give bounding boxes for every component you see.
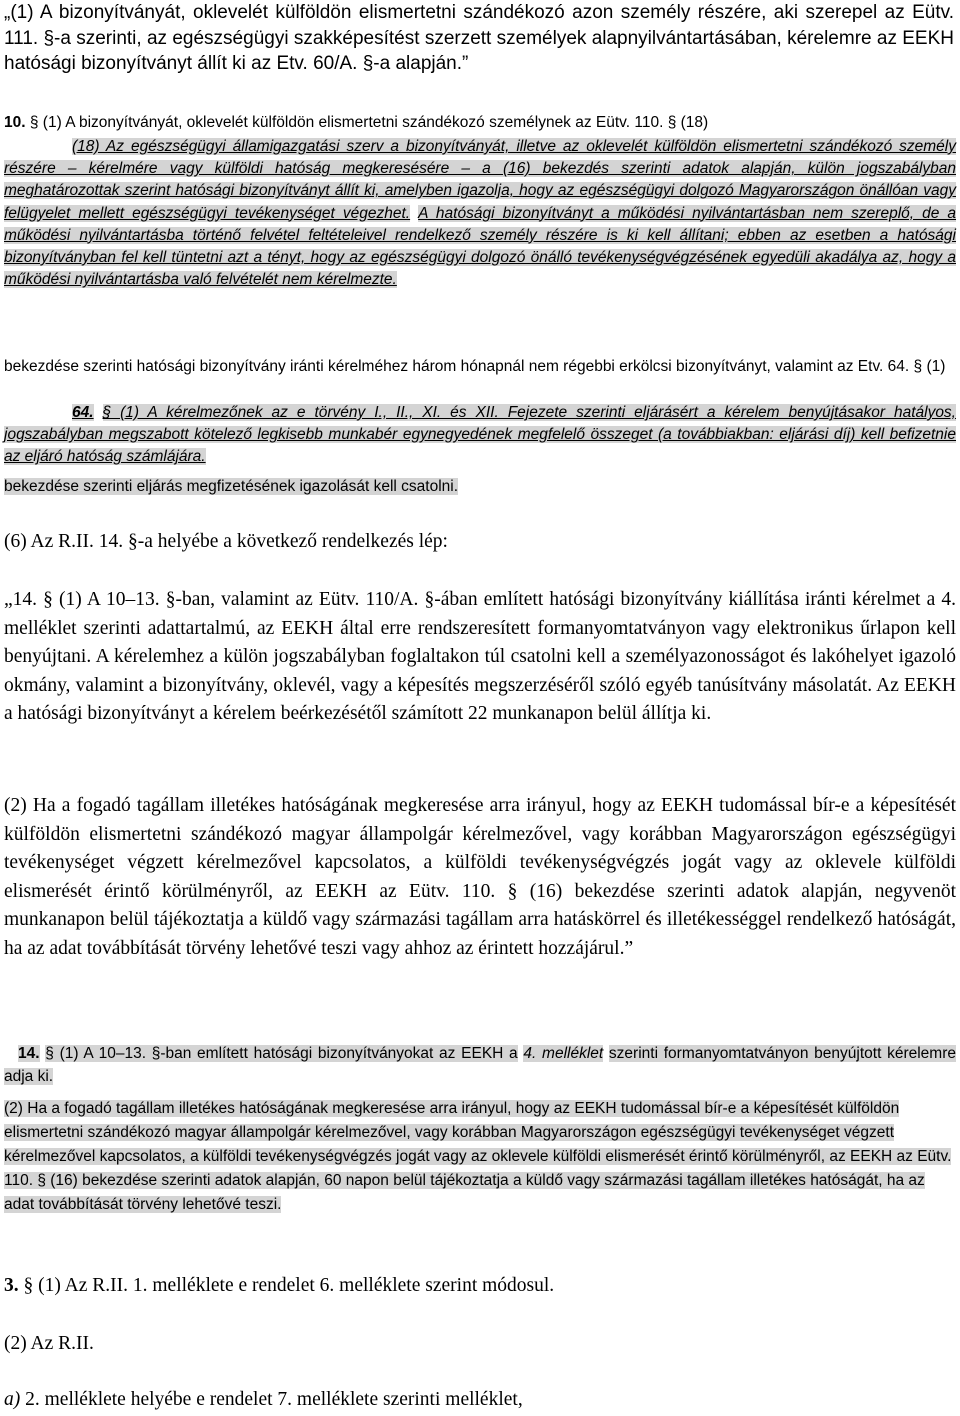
section-14-new-text: [4, 586, 956, 729]
section-10-quoted-body: [4, 136, 956, 291]
section-10-heading: [4, 112, 954, 134]
section-3-para-2: [4, 1331, 954, 1357]
section-3-text: § (1) Az R.II. 1. melléklete e rendelet 6. melléklete szerint módosul.: [23, 1275, 555, 1296]
paragraph-6: [4, 529, 954, 555]
section-14-new-para-1: „14. § (1) A 10–13. §-ban, valamint az Eütv. 110/A. §-ában említett hatósági bizonyítvány kiállítása iránti kérelmet a 4. melléklet szerinti adattartalmú, az EEKH által erre rendszeresített formanyomtatványon vagy elektronikus űrlapon kell benyújtani. A kérelemhez a külön jogszabályban foglaltakon túl csatolni kell a személyazonosságot és lakóhelyet igazoló okmány, valamint a bizonyítvány, oklevél, vagy a képesítés megszerzéséről szóló egyéb tanúsítvány másolatát. Az EEKH a hatósági bizonyítványt a kérelem beérkezésétől számított 22 munkanapon belül állítja ki.: [4, 589, 956, 725]
section-14-old-body-b: szerinti formanyomtatványon benyújtott kérelemre adja ki.: [4, 1045, 957, 1085]
section-10-heading-text: § (1) A bizonyítványát, oklevelét külföldön elismertetni szándékozó személynek az Eütv. 110. § (18): [29, 114, 709, 131]
bekezdes-2-text: bekezdése szerinti eljárás megfizetésének igazolását kell csatolni.: [4, 478, 459, 495]
section-14-old-annex-ref: 4. melléklet: [523, 1045, 604, 1062]
paragraph-6-text: (6) Az R.II. 14. §-a helyébe a következő rendelkezés lép:: [4, 531, 448, 552]
section-3: [4, 1273, 954, 1299]
section-14-new-para-2: (2) Ha a fogadó tagállam illetékes hatóságának megkeresése arra irányul, hogy az EEKH tudomással bír-e a képesítését külföldön elismertetni szándékozó magyar állampolgár kérelmezővel, vagy korábban Magyarországon egészségügyi tevékenységet végzett kérelmezővel kapcsolatos, a külföldi tevékenységvégzés jogát vagy az oklevele külföldi elismerését érintő körülményről, az EEKH az Eütv. 110. § (16) bekezdése szerinti adatok alapján, negyvenöt munkanapon belül tájékoztatja a küldő vagy származási tagállam arra hatáskörrel és illetékességgel rendelkező hatóságát, ha az adat továbbítását törvény lehetővé teszi vagy ahhoz az érintett hozzájárul.”: [4, 795, 956, 959]
point-a-label: a): [4, 1389, 21, 1410]
section-64-quoted: [4, 402, 956, 469]
point-a-text: 2. melléklete helyébe e rendelet 7. melléklete szerinti melléklet,: [25, 1389, 523, 1410]
bekezdes-1-text: bekezdése szerinti hatósági bizonyítvány iránti kérelméhez három hónapnál nem régebbi erkölcsi bizonyítványt, valamint az Etv. 64. § (1): [4, 358, 946, 375]
section-14-old-text-2: [4, 1097, 956, 1217]
section-14-old-text: [4, 1043, 956, 1088]
section-64-body: § (1) A kérelmezőnek az e törvény I., II., XI. és XII. Fejezete szerinti eljárásért a kérelem benyújtásakor hatályos, jogszabályban megszabott kötelező legkisebb munkabér egynegyedének megfelelő összeget (a továbbiakban: eljárási díj) kell befizetnie az eljáró hatóság számlájára.: [4, 404, 956, 466]
section-14-old-para-2: (2) Ha a fogadó tagállam illetékes hatóságának megkeresése arra irányul, hogy az EEKH tudomással bír-e a képesítését külföldön elismertetni szándékozó magyar állampolgár kérelmezővel, vagy korábban Magyarországon egészségügyi tevékenységet végzett kérelmezővel kapcsolatos, a külföldi tevékenységvégzés jogát vagy az oklevele külföldi elismerését érintő körülményről, az EEKH az Eütv. 110. § (16) bekezdése szerinti adatok alapján, 60 napon belül tájékoztatja a küldő vagy származási tagállam illetékes hatóságát, ha az adat továbbítását törvény lehetővé teszi.: [4, 1100, 952, 1213]
section-3-number: 3.: [4, 1275, 19, 1296]
intro-paragraph: [4, 0, 954, 77]
section-10-number: 10.: [4, 114, 26, 131]
section-10-body-italic: (18) Az egészségügyi államigazgatási szerv a bizonyítványát, illetve az oklevelét külföldön elismertetni szándékozó személy részére – kérelmére vagy külföldi hatóság megkeresésére – a (16) bekezdés szerinti adatok alapján, külön jogszabályban meghatározottak szerint hatósági bizonyítványt állít ki, amelyben igazolja, hogy az egészségügyi dolgozó Magyarországon önállóan vagy felügyelet mellett egészségügyi tevékenységet végezhet.: [4, 138, 956, 222]
bekezdes-paragraph-2: [4, 476, 954, 498]
section-64-number: 64.: [72, 404, 94, 421]
section-10-body-continued: A hatósági bizonyítványt a működési nyilvántartásban nem szereplő, de a működési nyilvántartásba történő felvétel feltételeivel rendelkező személy részére is ki kell állítani; ebben az esetben a hatósági bizonyítványban fel kell tüntetni azt a tényt, hogy az egészségügyi dolgozó önálló tevékenységvégzésének egyedüli akadálya az, hogy a működési nyilvántartásba való felvételét nem kérelmezte.: [4, 204, 957, 289]
point-a: [4, 1387, 954, 1413]
bekezdes-paragraph-1: [4, 356, 954, 378]
intro-text: „(1) A bizonyítványát, oklevelét külföldön elismertetni szándékozó azon személy részére, aki szerepel az Eütv. 111. §-a szerinti, az egészségügyi szakképesítést szerzett személyek alapnyilvántartásában, kérelemre az EEKH hatósági bizonyítványt állít ki az Etv. 60/A. §-a alapján.”: [4, 2, 954, 74]
section-14-new-text-2: [4, 792, 956, 964]
section-14-old-number: 14.: [18, 1045, 40, 1062]
section-14-old-body-a: § (1) A 10–13. §-ban említett hatósági bizonyítványokat az EEKH a: [45, 1045, 518, 1062]
section-3-para-2-text: (2) Az R.II.: [4, 1333, 94, 1354]
